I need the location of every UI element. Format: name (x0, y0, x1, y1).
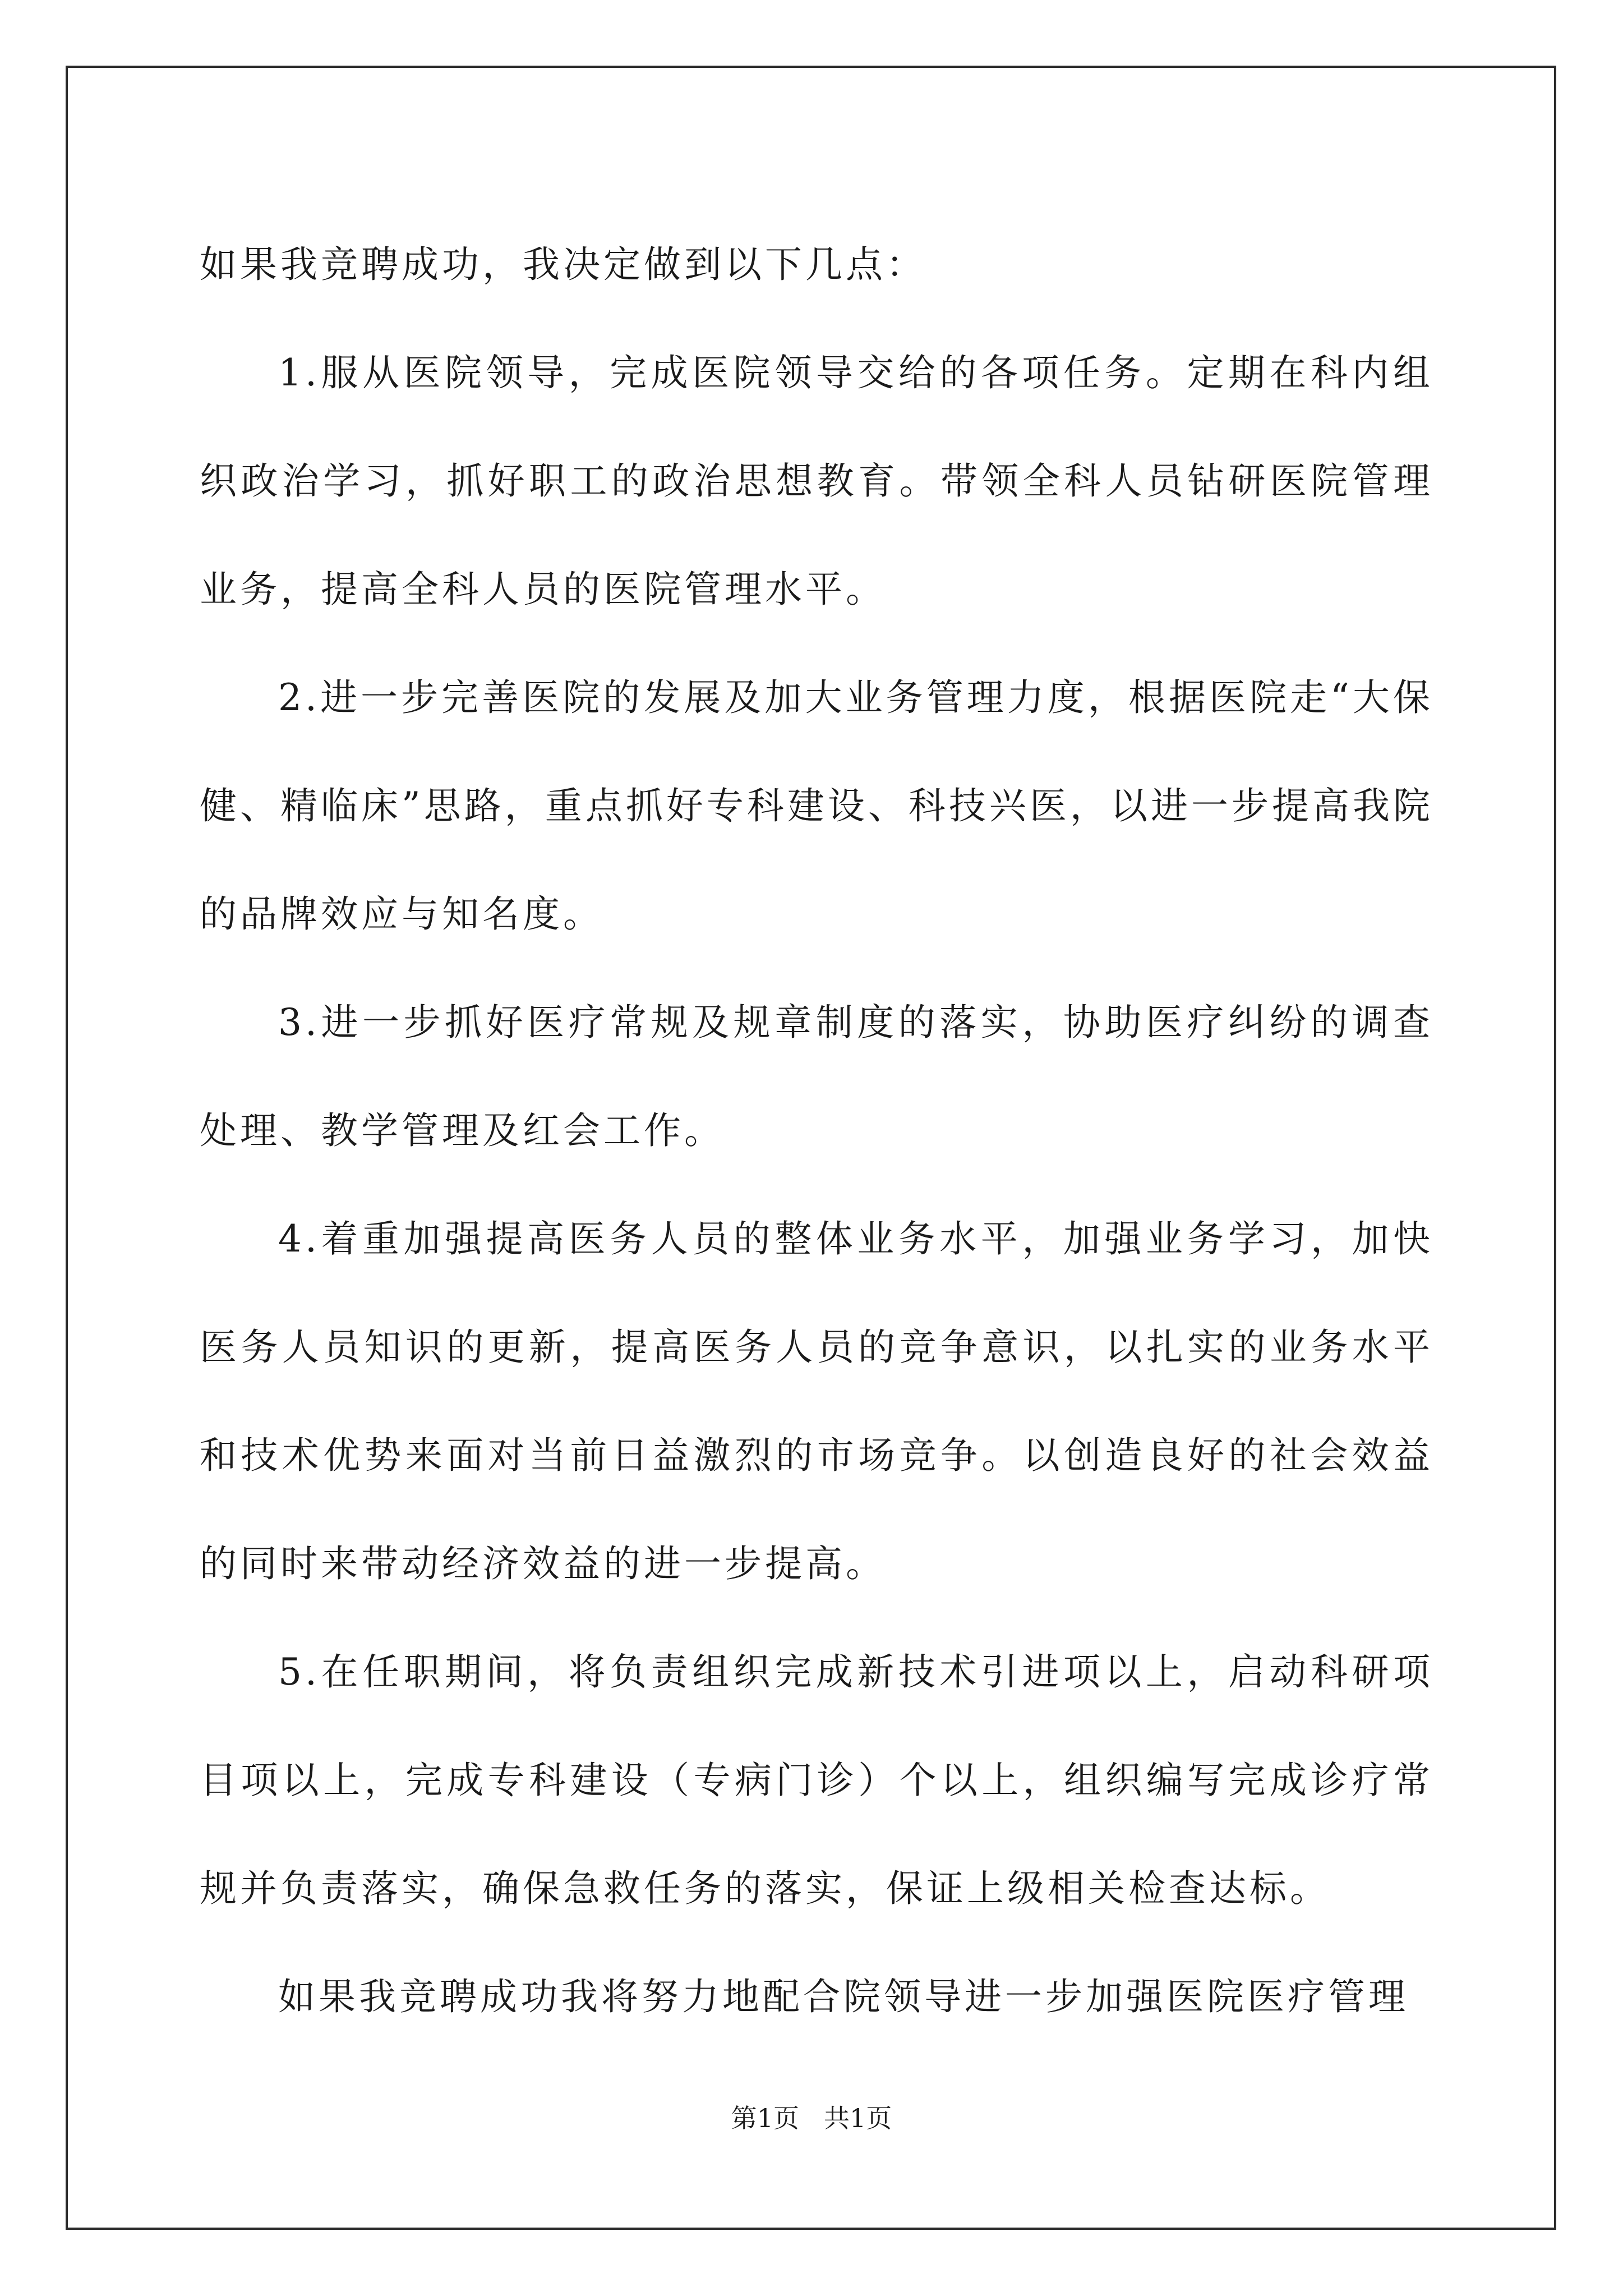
paragraph-item-5: 5.在任职期间，将负责组织完成新技术引进项以上，启动科研项目项以上，完成专科建设（专病门诊）个以上，组织编写完成诊疗常规并负责落实，确保急救任务的落实，保证上级相关检查达标。 (200, 1650, 1433, 1910)
page-footer (0, 2098, 1623, 2135)
paragraph-item-1: 1.服从医院领导，完成医院领导交给的各项任务。定期在科内组织政治学习，抓好职工的政治思想教育。带领全科人员钻研医院管理业务，提高全科人员的医院管理水平。 (200, 351, 1433, 611)
page-number: 第1页 (731, 2103, 800, 2133)
paragraph-item-4: 4.着重加强提高医务人员的整体业务水平，加强业务学习，加快医务人员知识的更新，提高医务人员的竞争意识，以扎实的业务水平和技术优势来面对当前日益激烈的市场竞争。以创造良好的社会效益的同时来带动经济效益的进一步提高。 (200, 1217, 1433, 1585)
paragraph-item-3: 3.进一步抓好医疗常规及规章制度的落实，协助医疗纠纷的调查处理、教学管理及红会工作。 (200, 1001, 1433, 1152)
page-total: 共1页 (823, 2103, 892, 2133)
paragraph-item-2: 2.进一步完善医院的发展及加大业务管理力度，根据医院走“大保健、精临床”思路，重点抓好专科建设、科技兴医，以进一步提高我院的品牌效应与知名度。 (200, 676, 1433, 936)
paragraph-intro: 如果我竞聘成功，我决定做到以下几点： (200, 243, 926, 286)
paragraph-closing: 如果我竞聘成功我将努力地配合院领导进一步加强医院医疗管理 (278, 1975, 1409, 2018)
document-body (200, 210, 1433, 2051)
